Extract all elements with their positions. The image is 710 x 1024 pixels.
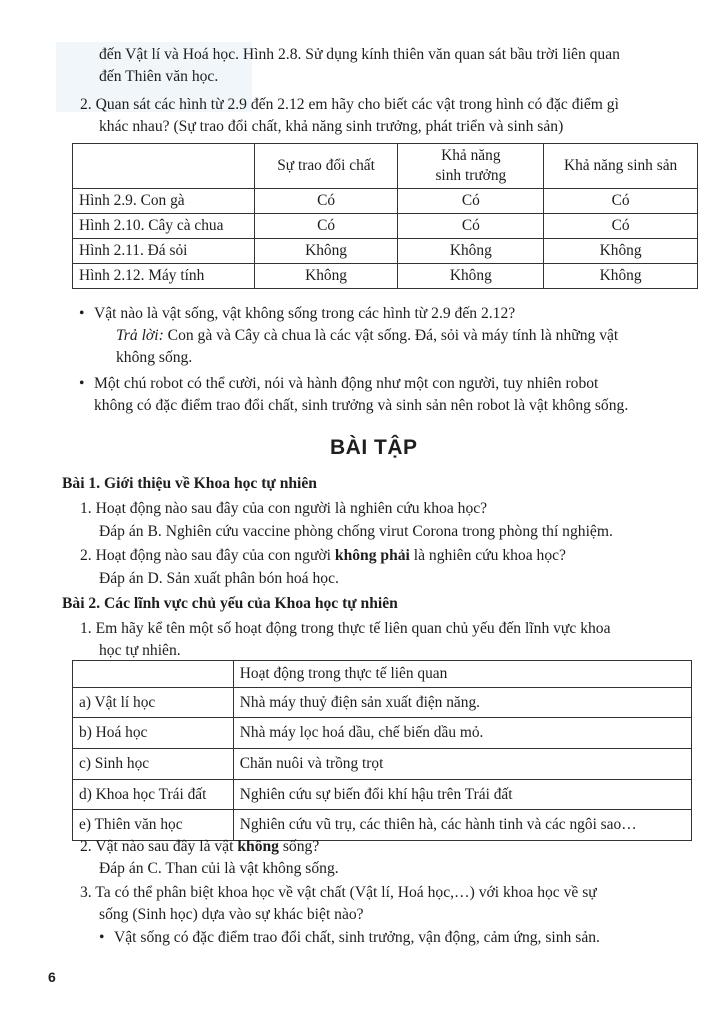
header-cell-line: Khả năng	[441, 147, 501, 164]
question-2-line-2: khác nhau? (Sự trao đổi chất, khả năng sinh trưởng, phát triển và sinh sản)	[99, 118, 564, 135]
table-header-row	[73, 661, 692, 688]
exercise-2-title: Bài 2. Các lĩnh vực chủ yếu của Khoa học tự nhiên	[62, 595, 398, 612]
table-cell: Không	[254, 239, 398, 264]
exercise-1-question-2	[80, 545, 566, 567]
table-cell: Nghiên cứu sự biến đổi khí hậu trên Trái đất	[233, 780, 691, 810]
table-row	[73, 749, 692, 780]
table-cell: Nhà máy thuỷ điện sản xuất điện năng.	[233, 688, 691, 718]
table-cell: Có	[398, 214, 544, 239]
exercise-1-question-1: 1. Hoạt động nào sau đây của con người là nghiên cứu khoa học?	[80, 500, 488, 517]
header-cell	[398, 144, 544, 189]
characteristics-table	[72, 143, 698, 289]
page-number: 6	[48, 969, 56, 985]
table-cell: e) Thiên văn học	[73, 810, 234, 841]
question-2-line-1: 2. Quan sát các hình từ 2.9 đến 2.12 em hãy cho biết các vật trong hình có đặc điểm gì	[80, 96, 619, 113]
header-cell: Khả năng sinh sản	[544, 144, 698, 189]
table-cell: Chăn nuôi và trồng trọt	[233, 749, 691, 780]
header-cell: Sự trao đổi chất	[254, 144, 398, 189]
table-cell: Không	[254, 264, 398, 289]
table-cell: Hình 2.10. Cây cà chua	[73, 214, 255, 239]
exercise-2-question-3-line-1: 3. Ta có thể phân biệt khoa học về vật chất (Vật lí, Hoá học,…) với khoa học về sự	[80, 884, 597, 901]
bullet-living-traits: • Vật sống có đặc điểm trao đổi chất, sinh trưởng, vận động, cảm ứng, sinh sản.	[114, 927, 600, 949]
header-cell-empty	[73, 144, 255, 189]
exercise-2-question-2	[80, 836, 319, 858]
table-header-row	[73, 144, 698, 189]
table-cell: Không	[544, 239, 698, 264]
bullet-robot-line-1: • Một chú robot có thể cười, nói và hành động như một con người, tuy nhiên robot	[94, 373, 598, 395]
exercise-1-answer-1: Đáp án B. Nghiên cứu vaccine phòng chống virut Corona trong phòng thí nghiệm.	[99, 523, 613, 540]
table-cell: Hình 2.12. Máy tính	[73, 264, 255, 289]
exercise-2-question-1-line-2: học tự nhiên.	[99, 642, 181, 659]
exercise-2-question-1-line-1: 1. Em hãy kể tên một số hoạt động trong thực tế liên quan chủ yếu đến lĩnh vực khoa	[80, 620, 611, 637]
exercise-2-question-3-line-2: sống (Sinh học) dựa vào sự khác biệt nào?	[99, 906, 364, 923]
table-cell: Có	[544, 189, 698, 214]
table-cell: d) Khoa học Trái đất	[73, 780, 234, 810]
header-cell-line: sinh trưởng	[435, 167, 507, 184]
bullet-living-question: • Vật nào là vật sống, vật không sống trong các hình từ 2.9 đến 2.12?	[94, 303, 515, 325]
table-row	[73, 189, 698, 214]
intro-line-1: đến Vật lí và Hoá học. Hình 2.8. Sử dụng kính thiên văn quan sát bầu trời liên quan	[99, 46, 620, 63]
question-text: 2. Hoạt động nào sau đây của con người	[80, 547, 335, 564]
question-text: là nghiên cứu khoa học?	[409, 547, 566, 564]
bullet-robot-line-2: không có đặc điểm trao đổi chất, sinh trưởng và sinh sản nên robot là vật không sống.	[94, 397, 629, 414]
question-text: sống?	[278, 838, 320, 855]
table-row	[73, 239, 698, 264]
table-cell: Không	[544, 264, 698, 289]
section-title: BÀI TẬP	[330, 436, 418, 459]
answer-text: Con gà và Cây cà chua là các vật sống. Đá, sỏi và máy tính là những vật	[163, 327, 619, 344]
table-cell: Nhà máy lọc hoá dầu, chế biến dầu mỏ.	[233, 718, 691, 749]
table-cell: Không	[398, 239, 544, 264]
table-cell: b) Hoá học	[73, 718, 234, 749]
question-emphasis: không	[237, 838, 279, 855]
header-cell: Hoạt động trong thực tế liên quan	[233, 661, 691, 688]
table-cell: c) Sinh học	[73, 749, 234, 780]
table-cell: Có	[398, 189, 544, 214]
answer-label: Trả lời:	[116, 327, 164, 344]
exercise-2-answer-2: Đáp án C. Than củi là vật không sống.	[99, 860, 339, 877]
table-row	[73, 264, 698, 289]
table-cell: Có	[254, 189, 398, 214]
table-cell: Hình 2.9. Con gà	[73, 189, 255, 214]
table-row	[73, 718, 692, 749]
table-row	[73, 780, 692, 810]
answer-line-2: không sống.	[116, 349, 193, 366]
table-row	[73, 688, 692, 718]
science-fields-table	[72, 660, 692, 841]
question-text: 2. Vật nào sau đây là vật	[80, 838, 238, 855]
table-cell: Không	[398, 264, 544, 289]
table-cell: Có	[544, 214, 698, 239]
exercise-1-title: Bài 1. Giới thiệu về Khoa học tự nhiên	[62, 475, 317, 492]
table-cell: Có	[254, 214, 398, 239]
table-cell: a) Vật lí học	[73, 688, 234, 718]
table-cell: Hình 2.11. Đá sỏi	[73, 239, 255, 264]
intro-line-2: đến Thiên văn học.	[99, 68, 219, 85]
header-cell-empty	[73, 661, 234, 688]
table-cell: Nghiên cứu vũ trụ, các thiên hà, các hành tinh và các ngôi sao…	[233, 810, 691, 841]
answer-line-1	[116, 325, 618, 347]
question-emphasis: không phải	[334, 547, 410, 564]
table-row	[73, 214, 698, 239]
exercise-1-answer-2: Đáp án D. Sản xuất phân bón hoá học.	[99, 570, 339, 587]
